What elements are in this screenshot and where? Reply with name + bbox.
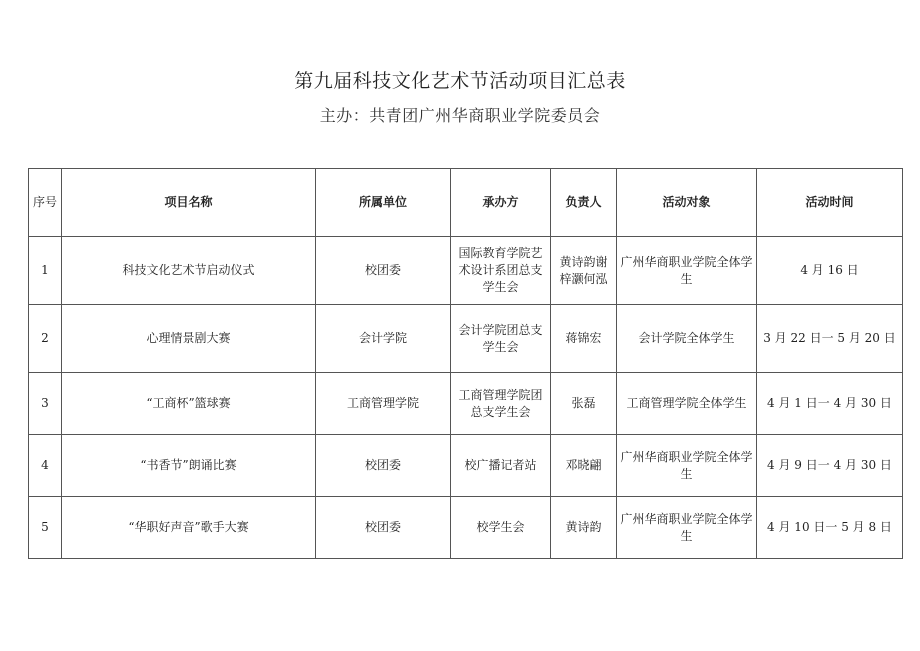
cell-audience: 广州华商职业学院全体学生 bbox=[617, 435, 757, 497]
activity-summary-table bbox=[28, 168, 903, 559]
cell-project-name: “书香节”朗诵比赛 bbox=[62, 435, 316, 497]
cell-person-in-charge: 黄诗韵 bbox=[551, 497, 617, 559]
cell-seq: 1 bbox=[29, 237, 62, 305]
header-unit: 所属单位 bbox=[316, 169, 451, 237]
table-row bbox=[29, 305, 903, 373]
cell-person-in-charge: 黄诗韵谢梓灏何泓 bbox=[551, 237, 617, 305]
cell-organizer: 国际教育学院艺术设计系团总支学生会 bbox=[451, 237, 551, 305]
cell-organizer: 校学生会 bbox=[451, 497, 551, 559]
header-organizer: 承办方 bbox=[451, 169, 551, 237]
cell-unit: 工商管理学院 bbox=[316, 373, 451, 435]
cell-unit: 校团委 bbox=[316, 435, 451, 497]
header-audience: 活动对象 bbox=[617, 169, 757, 237]
cell-project-name: “工商杯”篮球赛 bbox=[62, 373, 316, 435]
header-project-name: 项目名称 bbox=[62, 169, 316, 237]
cell-seq: 5 bbox=[29, 497, 62, 559]
cell-project-name: “华职好声音”歌手大赛 bbox=[62, 497, 316, 559]
cell-person-in-charge: 邓晓翩 bbox=[551, 435, 617, 497]
cell-audience: 会计学院全体学生 bbox=[617, 305, 757, 373]
cell-person-in-charge: 蒋锦宏 bbox=[551, 305, 617, 373]
cell-organizer: 校广播记者站 bbox=[451, 435, 551, 497]
cell-unit: 会计学院 bbox=[316, 305, 451, 373]
cell-seq: 4 bbox=[29, 435, 62, 497]
cell-project-name: 科技文化艺术节启动仪式 bbox=[62, 237, 316, 305]
table-row bbox=[29, 497, 903, 559]
cell-seq: 2 bbox=[29, 305, 62, 373]
table-row bbox=[29, 237, 903, 305]
cell-project-name: 心理情景剧大赛 bbox=[62, 305, 316, 373]
page-title: 第九届科技文化艺术节活动项目汇总表 bbox=[294, 70, 626, 92]
header-seq: 序号 bbox=[29, 169, 62, 237]
cell-audience: 广州华商职业学院全体学生 bbox=[617, 497, 757, 559]
cell-seq: 3 bbox=[29, 373, 62, 435]
cell-time: 4 月 1 日一 4 月 30 日 bbox=[757, 373, 903, 435]
table-row bbox=[29, 435, 903, 497]
cell-time: 4 月 9 日一 4 月 30 日 bbox=[757, 435, 903, 497]
table-row bbox=[29, 373, 903, 435]
cell-audience: 广州华商职业学院全体学生 bbox=[617, 237, 757, 305]
cell-organizer: 工商管理学院团总支学生会 bbox=[451, 373, 551, 435]
cell-unit: 校团委 bbox=[316, 237, 451, 305]
cell-unit: 校团委 bbox=[316, 497, 451, 559]
table-header-row bbox=[29, 169, 903, 237]
page-subtitle: 主办：共青团广州华商职业学院委员会 bbox=[319, 106, 601, 125]
cell-time: 4 月 16 日 bbox=[757, 237, 903, 305]
cell-person-in-charge: 张磊 bbox=[551, 373, 617, 435]
cell-time: 3 月 22 日一 5 月 20 日 bbox=[757, 305, 903, 373]
cell-time: 4 月 10 日一 5 月 8 日 bbox=[757, 497, 903, 559]
cell-audience: 工商管理学院全体学生 bbox=[617, 373, 757, 435]
cell-organizer: 会计学院团总支学生会 bbox=[451, 305, 551, 373]
header-time: 活动时间 bbox=[757, 169, 903, 237]
header-person-in-charge: 负责人 bbox=[551, 169, 617, 237]
